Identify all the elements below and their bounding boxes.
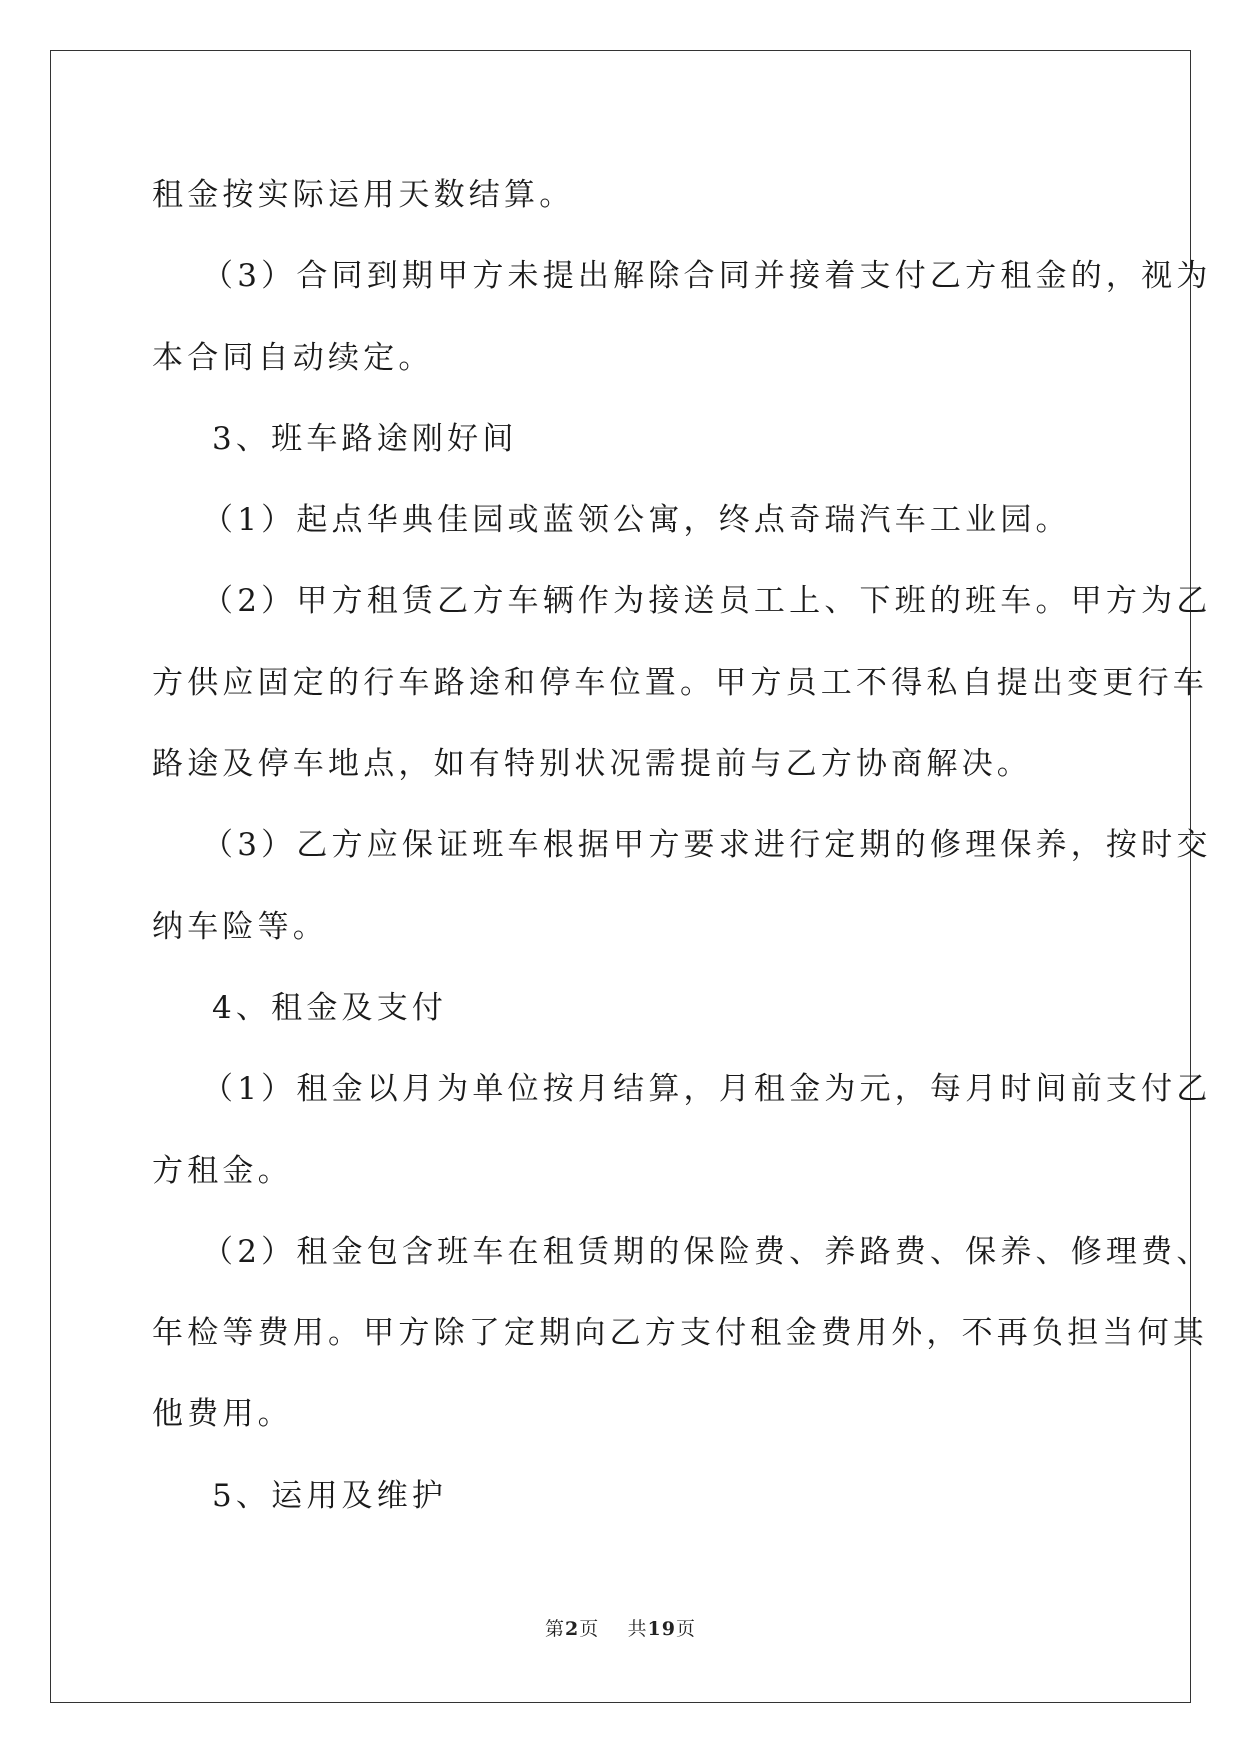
section-heading-3: 3、班车路途刚好间 <box>212 420 518 457</box>
total-prefix: 共 <box>627 1618 648 1640</box>
body-line-12: （1）租金以月为单位按月结算，月租金为元，每月时间前支付乙 <box>202 1071 1212 1108</box>
total-suffix: 页 <box>675 1618 696 1640</box>
body-line-2: （3）合同到期甲方未提出解除合同并接着支付乙方租金的，视为 <box>202 258 1212 295</box>
body-line-15: 年检等费用。甲方除了定期向乙方支付租金费用外，不再负担当何其 <box>152 1315 1208 1352</box>
body-line-6: （2）甲方租赁乙方车辆作为接送员工上、下班的班车。甲方为乙 <box>202 583 1212 620</box>
section-heading-4: 4、租金及支付 <box>212 989 448 1026</box>
section-heading-5: 5、运用及维护 <box>212 1477 448 1514</box>
page-prefix: 第 <box>545 1618 566 1640</box>
total-pages: 19 <box>647 1618 676 1640</box>
body-line-9: （3）乙方应保证班车根据甲方要求进行定期的修理保养，按时交 <box>202 827 1212 864</box>
body-line-7: 方供应固定的行车路途和停车位置。甲方员工不得私自提出变更行车 <box>152 664 1208 701</box>
body-line-10: 纳车险等。 <box>152 908 328 945</box>
document-body <box>152 155 1212 1537</box>
body-line-13: 方租金。 <box>152 1152 293 1189</box>
body-line-16: 他费用。 <box>152 1396 293 1433</box>
page-number: 2 <box>565 1618 580 1640</box>
body-line-3: 本合同自动续定。 <box>152 339 434 376</box>
body-line-1: 租金按实际运用天数结算。 <box>152 177 575 213</box>
body-line-8: 路途及停车地点，如有特别状况需提前与乙方协商解决。 <box>152 746 1032 783</box>
body-line-14: （2）租金包含班车在租赁期的保险费、养路费、保养、修理费、 <box>202 1233 1212 1270</box>
page-footer <box>0 1614 1241 1641</box>
page-suffix: 页 <box>579 1618 600 1640</box>
body-line-5: （1）起点华典佳园或蓝领公寓，终点奇瑞汽车工业园。 <box>202 502 1071 539</box>
